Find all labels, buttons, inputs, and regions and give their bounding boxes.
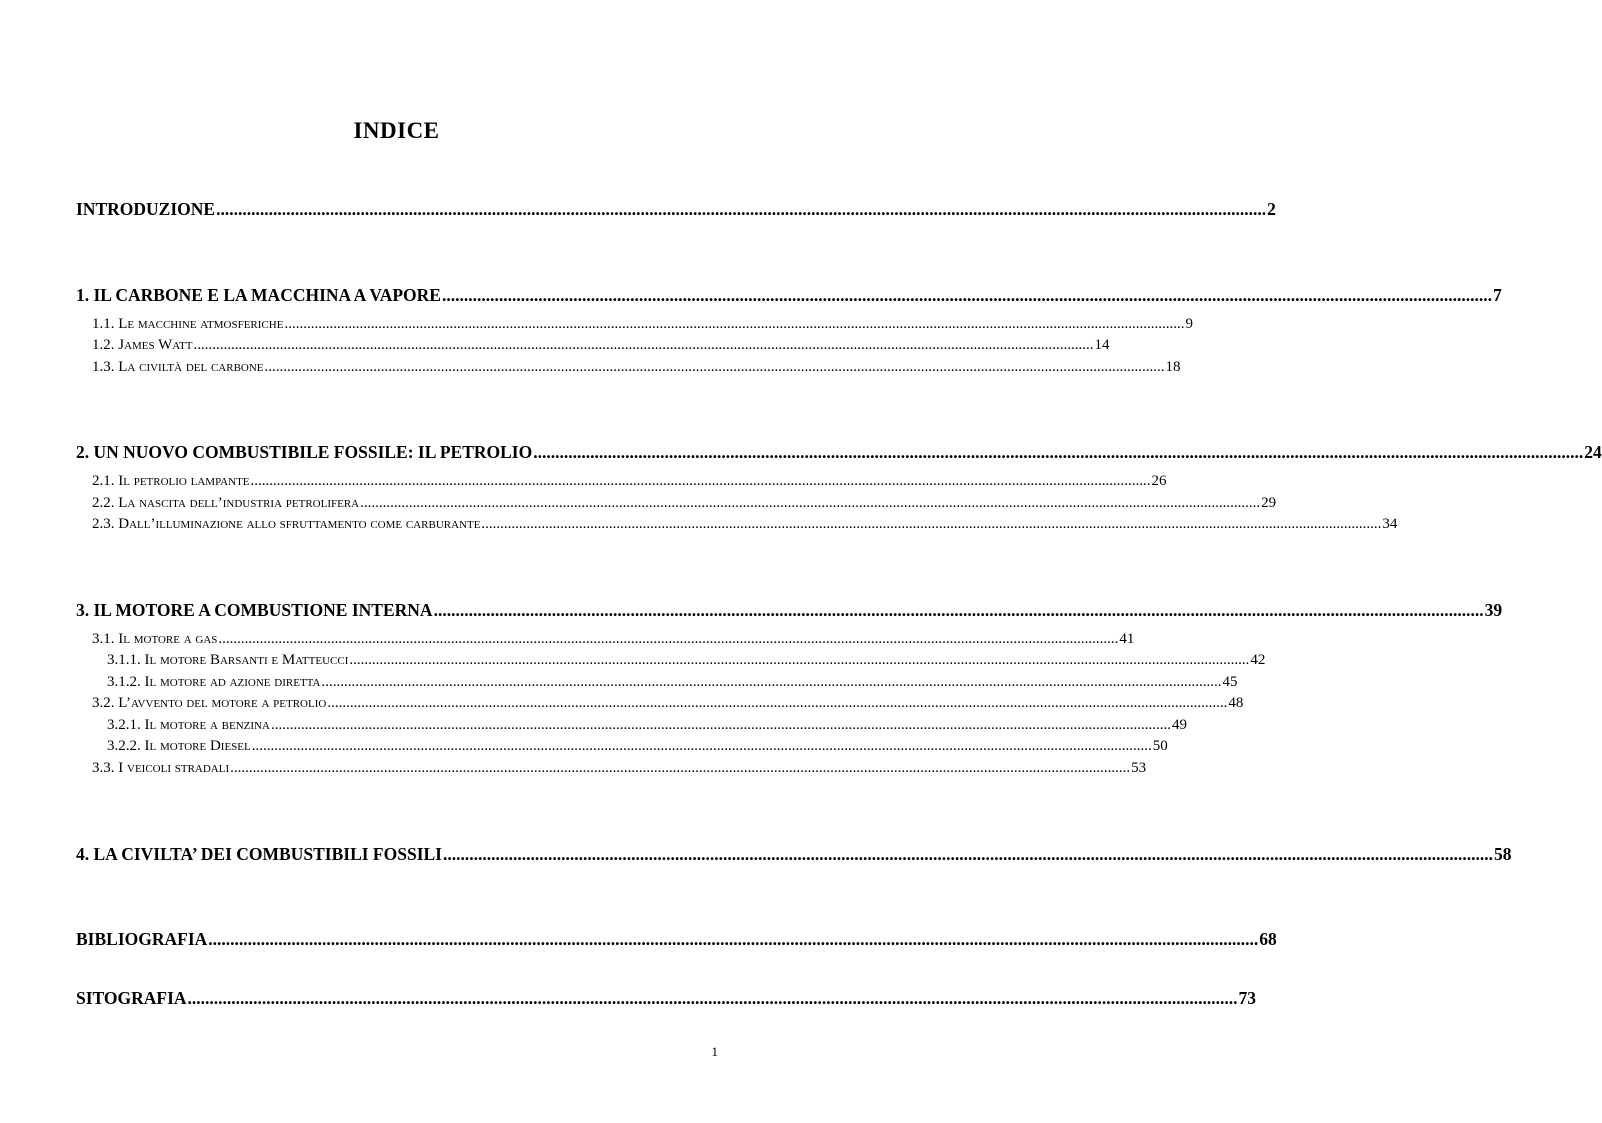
toc-entry-label: 2.2. La nascita dell’industria petrolifera [92,495,360,511]
toc-entry-page: 49 [1171,717,1187,733]
toc-entry-label: 1. IL CARBONE E LA MACCHINA A VAPORE [76,285,441,305]
dot-leader: ................................................................................................................................................................................................................................................ [481,516,1382,532]
toc-entry-page: 68 [1259,929,1277,949]
dot-leader: ................................................................................................................................................................................................................................................ [230,760,1131,776]
toc-entry-label: 1.3. La civiltà del carbone [92,359,264,375]
dot-leader: ................................................................................................................................................................................................................................................ [321,674,1222,690]
toc-entry-page: 29 [1261,495,1277,511]
page-title: INDICE [353,118,440,143]
dot-leader: ................................................................................................................................................................................................................................................ [208,929,1259,949]
toc-entry-label: SITOGRAFIA [76,988,187,1008]
toc-entry-chapter-3[interactable] [76,600,1503,621]
toc-entry-3-2-1[interactable] [107,717,1187,734]
toc-entry-label: 1.2. James Watt [92,337,193,353]
toc-entry-page: 45 [1222,674,1238,690]
dot-leader: ................................................................................................................................................................................................................................................ [441,285,1492,305]
dot-leader: ................................................................................................................................................................................................................................................ [216,199,1267,219]
toc-entry-chapter-1[interactable] [76,285,1502,306]
toc-entry-page: 39 [1484,600,1503,620]
toc-entry-page: 24 [1584,442,1602,462]
toc-entry-label: 1.1. Le macchine atmosferiche [92,316,284,332]
dot-leader: ................................................................................................................................................................................................................................................ [264,359,1165,375]
toc-entry-3-3[interactable] [92,760,1147,777]
toc-entry-label: BIBLIOGRAFIA [76,929,208,949]
toc-entry-page: 2 [1267,199,1276,219]
dot-leader: ................................................................................................................................................................................................................................................ [250,473,1151,489]
toc-entry-label: 3.1.1. Il motore Barsanti e Matteucci [107,652,349,668]
toc-entry-chapter-4[interactable] [76,844,1512,865]
dot-leader: ................................................................................................................................................................................................................................................ [193,337,1094,353]
dot-leader: ................................................................................................................................................................................................................................................ [187,988,1238,1008]
dot-leader: ................................................................................................................................................................................................................................................ [270,717,1171,733]
toc-entry-label: 3.3. I veicoli stradali [92,760,230,776]
toc-entry-label: INTRODUZIONE [76,199,216,219]
toc-entry-page: 58 [1494,844,1512,864]
toc-entry-label: 2.3. Dall’illuminazione allo sfruttamento come carburante [92,516,481,532]
toc-entry-page: 26 [1151,473,1167,489]
toc-entry-1-1[interactable] [92,316,1193,333]
toc-entry-3-1[interactable] [92,631,1135,648]
toc-entry-page: 53 [1131,760,1147,776]
toc-entry-2-2[interactable] [92,495,1277,512]
toc-entry-page: 14 [1094,337,1110,353]
toc-entry-bibliografia[interactable] [76,929,1277,950]
toc-entry-page: 9 [1185,316,1193,332]
toc-entry-2-1[interactable] [92,473,1167,490]
toc-entry-page: 41 [1119,631,1135,647]
toc-entry-chapter-2[interactable] [76,442,1602,463]
toc-entry-label: 4. LA CIVILTA’ DEI COMBUSTIBILI FOSSILI [76,844,442,864]
dot-leader: ................................................................................................................................................................................................................................................ [433,600,1484,620]
toc-entry-label: 2.1. Il petrolio lampante [92,473,250,489]
toc-entry-introduzione[interactable] [76,199,1276,220]
toc-entry-2-3[interactable] [92,516,1398,533]
dot-leader: ................................................................................................................................................................................................................................................ [349,652,1250,668]
toc-entry-label: 3.2.1. Il motore a benzina [107,717,270,733]
toc-entry-3-2-2[interactable] [107,738,1168,755]
toc-entry-label: 3.2. L’avvento del motore a petrolio [92,695,327,711]
toc-entry-label: 2. UN NUOVO COMBUSTIBILE FOSSILE: IL PETROLIO [76,442,533,462]
toc-entry-3-1-1[interactable] [107,652,1266,669]
toc-entry-label: 3. IL MOTORE A COMBUSTIONE INTERNA [76,600,433,620]
toc-entry-sitografia[interactable] [76,988,1257,1009]
toc-entry-1-2[interactable] [92,337,1110,354]
toc-entry-page: 48 [1228,695,1244,711]
dot-leader: ................................................................................................................................................................................................................................................ [284,316,1185,332]
toc-entry-page: 50 [1152,738,1168,754]
page-number: 1 [711,1044,718,1059]
dot-leader: ................................................................................................................................................................................................................................................ [218,631,1119,647]
toc-entry-label: 3.1. Il motore a gas [92,631,218,647]
toc-entry-label: 3.1.2. Il motore ad azione diretta [107,674,321,690]
dot-leader: ................................................................................................................................................................................................................................................ [533,442,1584,462]
toc-entry-1-3[interactable] [92,359,1181,376]
toc-entry-page: 7 [1492,285,1502,305]
dot-leader: ................................................................................................................................................................................................................................................ [443,844,1493,864]
toc-entry-page: 34 [1382,516,1398,532]
toc-entry-page: 18 [1165,359,1181,375]
dot-leader: ................................................................................................................................................................................................................................................ [251,738,1152,754]
toc-entry-3-2[interactable] [92,695,1244,712]
toc-entry-label: 3.2.2. Il motore Diesel [107,738,251,754]
toc-entry-page: 42 [1250,652,1266,668]
toc-entry-3-1-2[interactable] [107,674,1238,691]
dot-leader: ................................................................................................................................................................................................................................................ [327,695,1228,711]
toc-entry-page: 73 [1238,988,1257,1008]
dot-leader: ................................................................................................................................................................................................................................................ [360,495,1261,511]
